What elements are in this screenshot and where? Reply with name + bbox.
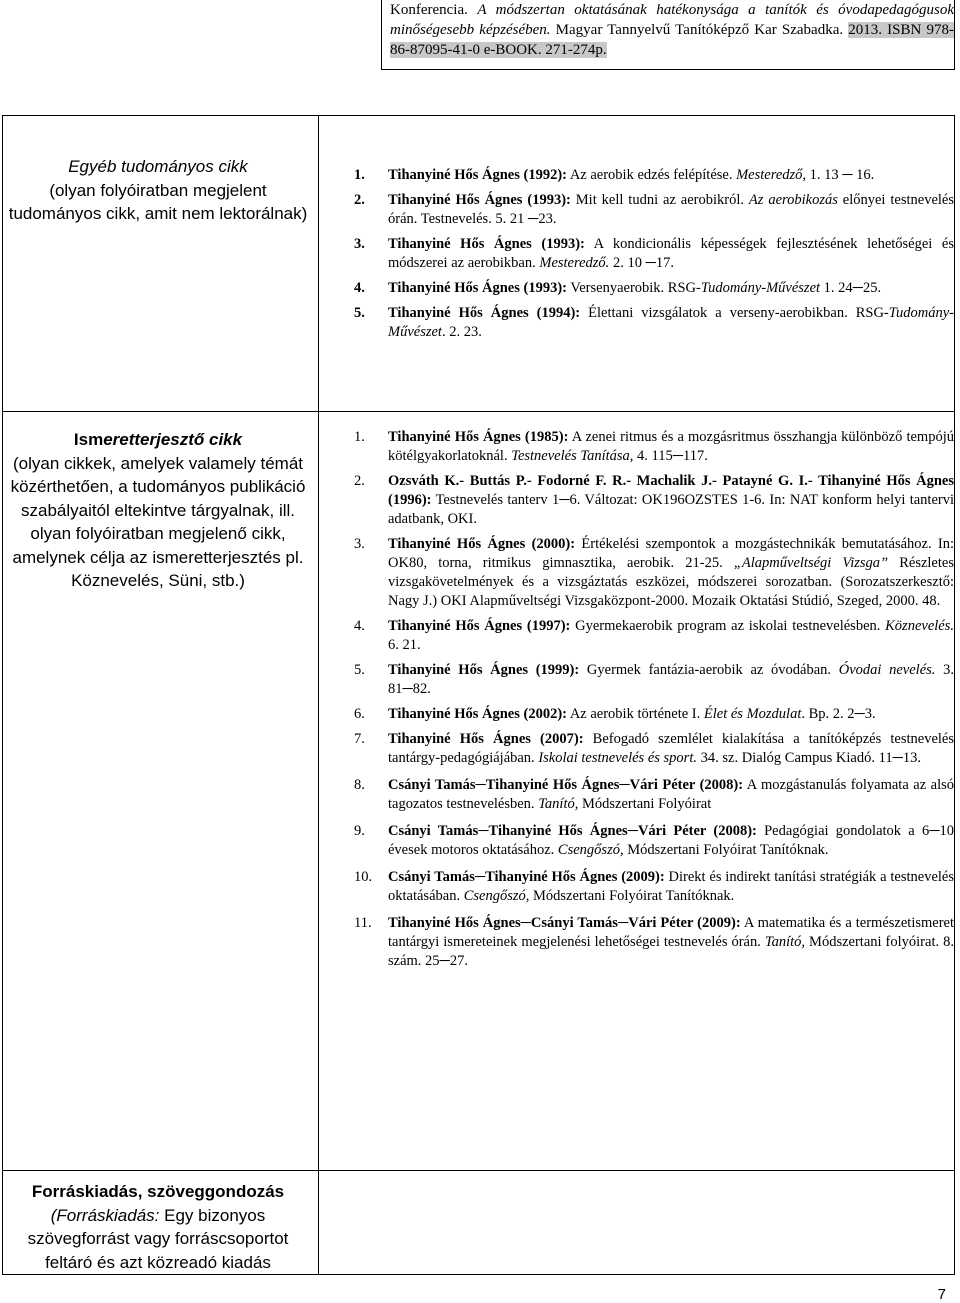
entry-author: Tihanyiné Hős Ágnes (1985):	[388, 429, 569, 445]
entry-author: Tihanyiné Hős Ágnes─Csányi Tamás─Vári Péter (2009):	[388, 915, 741, 931]
entry-author: Tihanyiné Hős Ágnes (1993):	[388, 192, 571, 208]
entry-number: 1.	[354, 167, 365, 183]
entry-text	[388, 304, 954, 342]
section-label-other-articles	[3, 155, 313, 226]
entry-source: Tanító,	[538, 796, 579, 812]
entry-number: 2.	[354, 473, 365, 489]
entry-list-other-articles	[354, 166, 954, 342]
entry-text	[388, 661, 954, 699]
entry-author: Tihanyiné Hős Ágnes (2002):	[388, 706, 567, 722]
table-border	[381, 0, 382, 70]
entry-title: A zenei ritmus és a mozgásritmus összhangja különböző tempójú kötélgyakorlatoknál.	[388, 429, 954, 464]
entry-number: 4.	[354, 618, 365, 634]
section-description: (olyan folyóiratban megjelent tudományos cikk, amit nem lektorálnak)	[8, 180, 308, 223]
entry-title: Gyermek fantázia-aerobik az óvodában.	[579, 662, 839, 678]
entry-author: Csányi Tamás─Tihanyiné Hős Ágnes (2009):	[388, 869, 665, 885]
entry-title: Pedagógiai gondolatok a 6─10 évesek motoros oktatásához.	[388, 823, 954, 858]
entry-source: Testnevelés Tanítása,	[511, 448, 634, 464]
section-label-source-publication	[3, 1180, 313, 1274]
entry-tail: előnyei testnevelés órán. Testnevelés. 5. 21 ─23.	[388, 192, 954, 227]
entry-title: Élettani vizsgálatok a verseny-aerobikban. RSG-	[580, 305, 889, 321]
entry-source: Mesteredző,	[736, 167, 807, 183]
entry-title: A matematika és a természetismeret tantárgyi ismereteinek megjelenési lehetőségei testnevelés órán.	[388, 915, 954, 950]
entry-title: Testnevelés tanterv 1─6. Változat: OK196OZSTES 1-6. In: NAT konform helyi tantervi adatbank, OKI.	[388, 492, 954, 527]
entry-title: Értékelési szempontok a mozgástechnikák bemutatásához. In: OK80, torna, ritmikus gimnasztika, aerobik. 21-25.	[388, 536, 955, 571]
table-border	[954, 115, 955, 1275]
entry-title: Gyermekaerobik program az iskolai testnevelésben.	[570, 618, 886, 634]
entry-source: Mesteredző.	[539, 255, 610, 271]
entry-source: Köznevelés.	[885, 618, 954, 634]
entry-text	[388, 472, 954, 529]
entry-text	[388, 235, 954, 273]
entry-tail: 1. 13 ─ 16.	[806, 167, 875, 183]
entry-source: Óvodai nevelés.	[838, 662, 936, 678]
list-item	[354, 535, 954, 611]
entry-source: „Alapműveltségi Vizsga”	[733, 555, 889, 571]
entry-number: 3.	[354, 536, 365, 552]
table-border	[954, 0, 955, 70]
entry-title: Az aerobik története I.	[567, 706, 704, 722]
entry-text	[388, 730, 954, 768]
list-item	[354, 472, 954, 529]
list-item	[354, 914, 954, 971]
list-item	[354, 166, 954, 185]
entry-author: Tihanyiné Hős Ágnes (2007):	[388, 731, 584, 747]
table-border	[318, 115, 319, 1275]
list-item	[354, 705, 954, 724]
entry-title: A mozgástanulás folyamata az alsó tagozatos testnevelésben.	[388, 777, 954, 812]
entry-tail: Módszertani Folyóirat	[578, 796, 712, 812]
entry-text	[388, 279, 954, 298]
entry-author: Tihanyiné Hős Ágnes (1994):	[388, 305, 581, 321]
section-heading-italic: eretterjesztő cikk	[103, 430, 243, 449]
entry-text	[388, 822, 954, 860]
entry-number: 6.	[354, 706, 365, 722]
list-item	[354, 822, 954, 860]
entry-source: Tanító,	[764, 934, 806, 950]
entry-author: Tihanyiné Hős Ágnes (1999):	[388, 662, 580, 678]
entry-title: Direkt és indirekt tanítási stratégiák a testnevelés oktatásában.	[388, 869, 954, 904]
entry-source: Tudomány-Művészet	[700, 280, 821, 296]
citation-publisher: Magyar Tannyelvű Tanítóképző Kar Szabadka.	[550, 22, 844, 38]
entry-number: 2.	[354, 192, 365, 208]
table-border	[2, 1274, 955, 1275]
entry-tail: 3. 81─82.	[388, 662, 954, 697]
entry-title: Versenyaerobik. RSG-	[567, 280, 701, 296]
section-description: (olyan cikkek, amelyek valamely témát közérthetően, a tudományos publikáció szabályaitól eltekintve tárgyalnak, ill. olyan folyóiratban megjelenő cikk, amelynek célja az ismeretterjesztés pl. Köznevelés, Süni, stb.)	[10, 453, 306, 590]
entry-tail: 34. sz. Dialóg Campus Kiadó. 11─13.	[696, 750, 921, 766]
entry-title: Befogadó szemlélet kialakítása a tanítóképzés testnevelés tantárgy-pedagógiájában.	[388, 731, 954, 766]
table-border	[2, 411, 955, 412]
entry-tail: 2. 10 ─17.	[609, 255, 674, 271]
list-item	[354, 730, 954, 768]
entry-text	[388, 535, 954, 611]
list-item	[354, 617, 954, 655]
entry-tail: . 2. 23.	[441, 324, 482, 340]
entry-author: Tihanyiné Hős Ágnes (2000):	[388, 536, 576, 552]
list-item	[354, 235, 954, 273]
entry-number: 3.	[354, 236, 365, 252]
entry-tail: 4. 115─117.	[633, 448, 708, 464]
entry-source: Csengőszó,	[557, 842, 624, 858]
entry-number: 9.	[354, 823, 365, 839]
list-item	[354, 661, 954, 699]
table-border	[2, 115, 955, 116]
entry-tail: Részletes vizsgakövetelmények és a vizsgáztatás eszközei, módszerei sorozatban. (Sorozatszerkesztő: Nagy J.) OKI Alapműveltségi Vizsgaközpont-2000. Mozaik Oktatási Stúdió, Szeged, 2000. 48.	[388, 555, 954, 609]
entry-number: 10.	[354, 869, 373, 885]
table-border	[2, 115, 3, 1275]
entry-author: Csányi Tamás─Tihanyiné Hős Ágnes─Vári Péter (2008):	[388, 823, 757, 839]
table-border	[2, 1170, 955, 1171]
entry-source: Tudomány-Művészet	[388, 305, 954, 340]
section-heading: Ism	[73, 430, 104, 449]
entry-number: 11.	[354, 915, 372, 931]
entry-text	[388, 191, 954, 229]
entry-author: Tihanyiné Hős Ágnes (1997):	[388, 618, 571, 634]
entry-text	[388, 776, 954, 814]
entry-title: A kondicionális képességek fejlesztésének lehetőségei és módszerei az aerobikban.	[388, 236, 954, 271]
entry-title: Mit kell tudni az aerobikról.	[570, 192, 749, 208]
list-item	[354, 868, 954, 906]
entry-text	[388, 705, 954, 724]
top-citation	[383, 0, 954, 70]
entry-title: Az aerobik edzés felépítése.	[567, 167, 737, 183]
table-border	[381, 69, 955, 70]
entry-number: 8.	[354, 777, 365, 793]
entry-source: Iskolai testnevelés és sport.	[538, 750, 697, 766]
list-item	[354, 776, 954, 814]
entry-number: 4.	[354, 280, 365, 296]
list-item	[354, 428, 954, 466]
entry-text	[388, 868, 954, 906]
list-item	[354, 304, 954, 342]
entry-tail: 1. 24─25.	[820, 280, 882, 296]
citation-highlight: 2013. ISBN 978-86-87095-41-0 e-BOOK. 271-274p.	[390, 22, 954, 58]
entry-number: 5.	[354, 662, 365, 678]
section-heading: Forráskiadás, szöveggondozás	[31, 1182, 285, 1201]
section-heading: Egyéb tudományos cikk	[68, 157, 248, 176]
section-description-italic: (Forráskiadás:	[50, 1205, 160, 1225]
entry-text	[388, 428, 954, 466]
entry-tail: Módszertani folyóirat. 8. szám. 25─27.	[388, 934, 954, 969]
entry-source: Az aerobikozás	[748, 192, 838, 208]
entry-text	[388, 914, 954, 971]
entry-number: 7.	[354, 731, 365, 747]
entry-list-popular-articles	[354, 428, 954, 971]
list-item	[354, 279, 954, 298]
entry-author: Tihanyiné Hős Ágnes (1992):	[388, 167, 567, 183]
entry-author: Ozsváth K.- Buttás P.- Fodorné F. R.- Machalik J.- Patayné G. I.- Tihanyiné Hős Ágnes (1996):	[388, 473, 954, 508]
entry-author: Csányi Tamás─Tihanyiné Hős Ágnes─Vári Péter (2008):	[388, 777, 744, 793]
citation-prefix: Konferencia.	[390, 2, 478, 18]
citation-title: A módszertan oktatásának hatékonysága a tanítók és óvodapedagógusok minőségesebb képzésében.	[390, 2, 954, 38]
entry-source: Élet és Mozdulat	[703, 706, 802, 722]
entry-author: Tihanyiné Hős Ágnes (1993):	[388, 236, 585, 252]
entry-author: Tihanyiné Hős Ágnes (1993):	[388, 280, 567, 296]
entry-tail: Módszertani Folyóirat Tanítóknak.	[529, 888, 735, 904]
entry-text	[388, 617, 954, 655]
entry-number: 5.	[354, 305, 365, 321]
entry-text	[388, 166, 954, 185]
list-item	[354, 191, 954, 229]
entry-number: 1.	[354, 429, 365, 445]
page-number: 7	[937, 1286, 946, 1303]
section-description: Egy bizonyos szövegforrást vagy forráscsoportot feltáró és azt közreadó kiadás	[27, 1205, 289, 1272]
entry-source: Csengőszó,	[463, 888, 530, 904]
entry-tail: 6. 21.	[388, 637, 421, 653]
entry-tail: Módszertani Folyóirat Tanítóknak.	[623, 842, 829, 858]
section-label-popular-articles	[3, 428, 313, 593]
entry-tail: . Bp. 2. 2─3.	[801, 706, 876, 722]
